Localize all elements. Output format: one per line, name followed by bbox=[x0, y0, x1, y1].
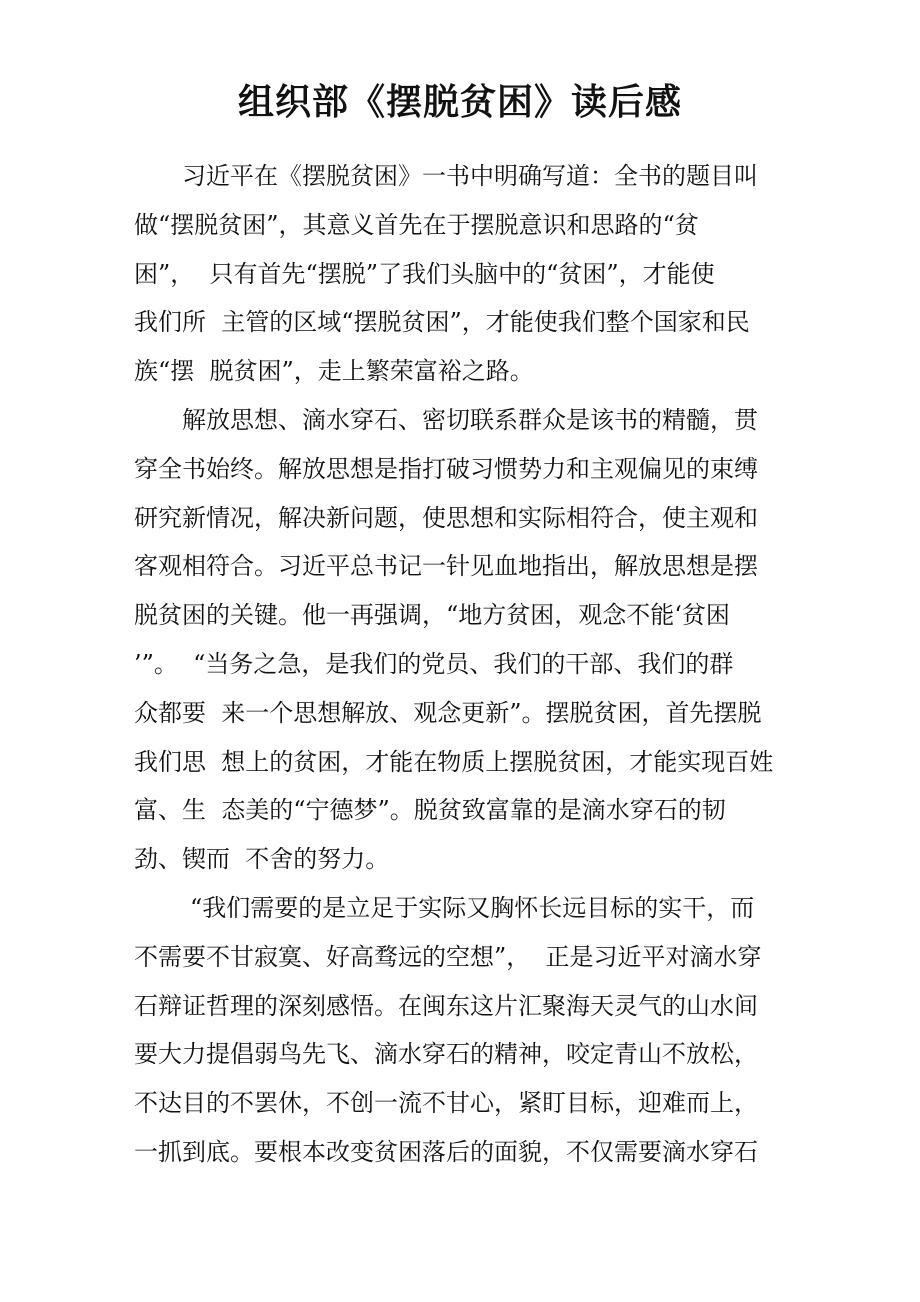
document-title: 组织部《摆脱贫困》读后感 bbox=[237, 82, 682, 123]
paragraph-2-line-3: 研究新情况，解决新问题，使思想和实际相符合，使主观和 bbox=[134, 503, 758, 532]
paragraph-2-line-8: 我们思 想上的贫困，才能在物质上摆脱贫困，才能实现百姓 bbox=[134, 747, 774, 776]
document-body bbox=[134, 152, 794, 1177]
paragraph-2-line-7: 众都要 来一个思想解放、观念更新”。摆脱贫困，首先摆脱 bbox=[134, 698, 762, 727]
paragraph-1-line-5: 族“摆 脱贫困”，走上繁荣富裕之路。 bbox=[134, 357, 534, 386]
paragraph-3-line-5: 不达目的不罢休，不创一流不甘心，紧盯目标，迎难而上， bbox=[134, 1089, 758, 1118]
paragraph-1-line-1: 习近平在《摆脱贫困》一书中明确写道：全书的题目叫 bbox=[182, 162, 758, 190]
paragraph-2-line-10: 劲、锲而 不舍的努力。 bbox=[134, 845, 390, 874]
paragraph-3-line-1: “我们需要的是立足于实际又胸怀长远目标的实干，而 bbox=[190, 893, 755, 922]
paragraph-1-line-3: 困”， 只有首先“摆脱”了我们头脑中的“贫困”，才能使 bbox=[134, 259, 715, 288]
paragraph-1-line-2: 做“摆脱贫困”，其意义首先在于摆脱意识和思路的“贫 bbox=[134, 210, 699, 239]
paragraph-2-line-2: 穿全书始终。解放思想是指打破习惯势力和主观偏见的束缚 bbox=[134, 454, 758, 483]
paragraph-3-line-6: 一抓到底。要根本改变贫困落后的面貌，不仅需要滴水穿石 bbox=[134, 1137, 758, 1166]
paragraph-2-line-5: 脱贫困的关键。他一再强调，“地方贫困，观念不能‘贫困 bbox=[134, 601, 730, 630]
paragraph-3-line-3: 石辩证哲理的深刻感悟。在闽东这片汇聚海天灵气的山水间 bbox=[134, 991, 758, 1020]
paragraph-3-line-2: 不需要不甘寂寞、好高骛远的空想”， 正是习近平对滴水穿 bbox=[134, 942, 762, 971]
paragraph-2-line-1: 解放思想、滴水穿石、密切联系群众是该书的精髓，贯 bbox=[182, 405, 758, 434]
paragraph-1-line-4: 我们所 主管的区域“摆脱贫困”，才能使我们整个国家和民 bbox=[134, 308, 750, 337]
paragraph-2-line-4: 客观相符合。习近平总书记一针见血地指出，解放思想是摆 bbox=[134, 552, 758, 581]
paragraph-2-line-9: 富、生 态美的“宁德梦”。脱贫致富靠的是滴水穿石的韧 bbox=[134, 796, 726, 825]
paragraph-3-line-4: 要大力提倡弱鸟先飞、滴水穿石的精神，咬定青山不放松， bbox=[134, 1040, 758, 1069]
paragraph-2-line-6: ’”。 “当务之急，是我们的党员、我们的干部、我们的群 bbox=[134, 649, 734, 678]
